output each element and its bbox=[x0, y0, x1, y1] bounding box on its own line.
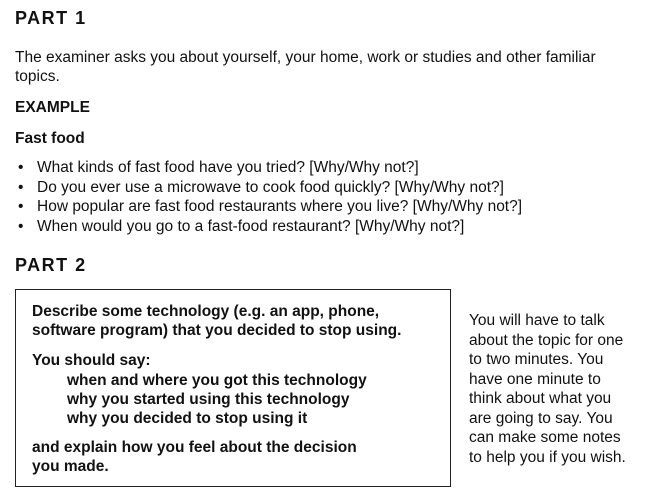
instructions-note bbox=[469, 311, 654, 467]
task-point: when and where you got this technology bbox=[67, 372, 367, 389]
explain-line: and explain how you feel about the decision bbox=[32, 439, 357, 456]
explain-line: you made. bbox=[32, 458, 109, 475]
question-text: How popular are fast food restaurants where you live? [Why/Why not?] bbox=[37, 198, 523, 215]
task-line: software program) that you decided to stop using. bbox=[32, 322, 402, 339]
task-card bbox=[15, 289, 451, 487]
task-description bbox=[32, 302, 401, 340]
explain-text bbox=[32, 438, 357, 476]
topic-title: Fast food bbox=[15, 130, 85, 147]
task-point: why you decided to stop using it bbox=[67, 410, 308, 427]
should-say-label: You should say: bbox=[32, 352, 151, 369]
task-line: Describe some technology (e.g. an app, phone, bbox=[32, 303, 380, 320]
part2-heading: PART 2 bbox=[15, 255, 87, 275]
task-points bbox=[32, 371, 367, 428]
question-text: When would you go to a fast-food restaurant? [Why/Why not?] bbox=[37, 217, 465, 235]
bullet-icon: • bbox=[18, 198, 24, 215]
note-line: You will have to talk bbox=[469, 312, 605, 329]
bullet-icon: • bbox=[18, 178, 24, 196]
question-list bbox=[15, 158, 522, 236]
note-line: can make some notes bbox=[469, 429, 621, 446]
list-item bbox=[15, 197, 522, 217]
note-line: to two minutes. You bbox=[469, 351, 604, 368]
bullet-icon: • bbox=[18, 159, 24, 176]
question-text: What kinds of fast food have you tried? [Why/Why not?] bbox=[37, 159, 419, 176]
list-item bbox=[15, 217, 522, 237]
note-line: have one minute to bbox=[469, 370, 601, 388]
note-line: think about what you bbox=[469, 390, 612, 407]
part1-heading: PART 1 bbox=[15, 8, 87, 28]
note-line: about the topic for one bbox=[469, 331, 624, 349]
bullet-icon: • bbox=[18, 217, 24, 235]
question-text: Do you ever use a microwave to cook food quickly? [Why/Why not?] bbox=[37, 178, 504, 196]
example-label: EXAMPLE bbox=[15, 99, 90, 116]
note-line: to help you if you wish. bbox=[469, 448, 626, 466]
list-item bbox=[15, 178, 522, 198]
part1-intro: The examiner asks you about yourself, your home, work or studies and other familiar topics. bbox=[15, 49, 596, 85]
note-line: are going to say. You bbox=[469, 409, 613, 427]
task-point: why you started using this technology bbox=[67, 391, 350, 408]
list-item bbox=[15, 158, 522, 178]
